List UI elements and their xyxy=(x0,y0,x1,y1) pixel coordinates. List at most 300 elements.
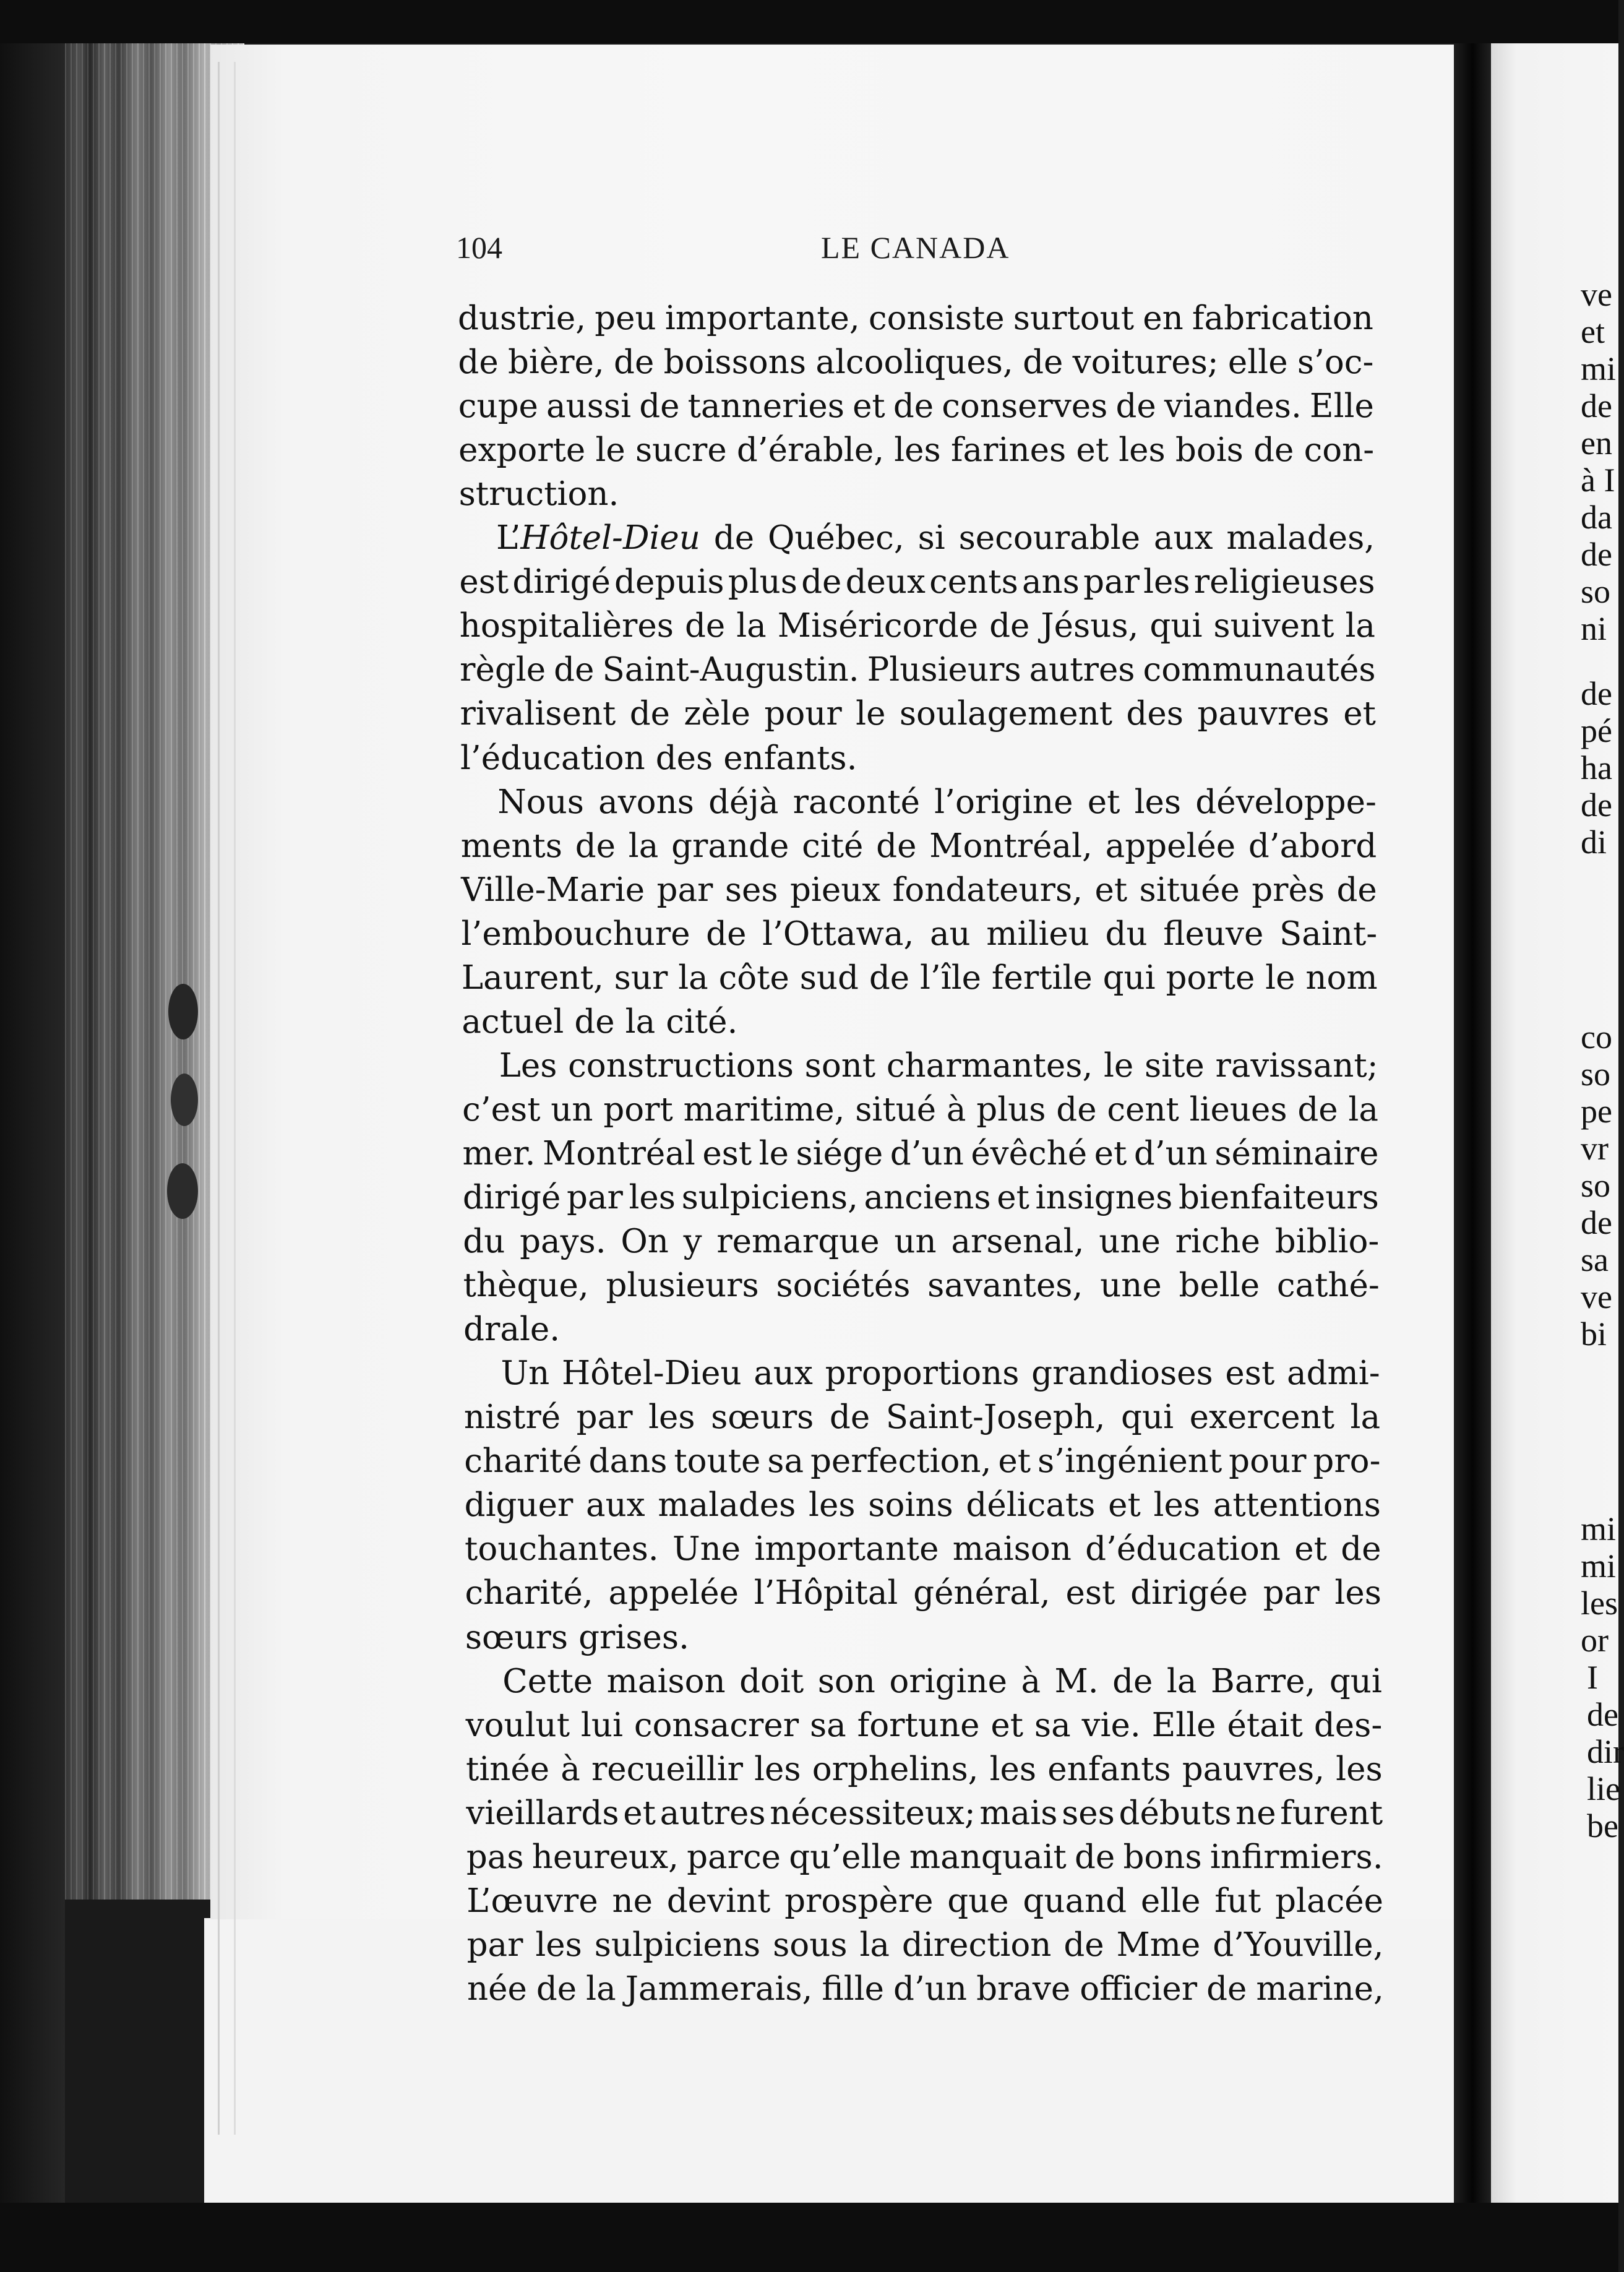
text-line xyxy=(463,1176,1379,1220)
running-title: LE CANADA xyxy=(821,230,1010,265)
facing-page-word-fragment: so xyxy=(1581,573,1611,610)
page-number: 104 xyxy=(456,230,502,265)
word: sous xyxy=(773,1926,848,1964)
word: de xyxy=(575,827,616,865)
word: Laurent, xyxy=(461,958,604,997)
word: s’oc- xyxy=(1297,343,1374,382)
word: fertile xyxy=(991,958,1093,997)
word: soins xyxy=(868,1486,953,1525)
text-line xyxy=(462,913,1378,956)
word: belle xyxy=(1179,1267,1260,1305)
word: sa xyxy=(809,1706,846,1744)
word: site xyxy=(1144,1046,1205,1085)
word: les xyxy=(1153,1486,1201,1525)
text-line xyxy=(466,1836,1383,1879)
word: dustrie, xyxy=(458,299,586,337)
word: Barre, xyxy=(1210,1662,1316,1700)
text-line xyxy=(465,1484,1381,1527)
text-line xyxy=(465,1528,1381,1571)
word: est xyxy=(702,1134,752,1173)
word: de xyxy=(893,387,934,426)
word: sud xyxy=(799,958,859,997)
text-line xyxy=(460,605,1375,648)
word: sa xyxy=(767,1442,804,1481)
word: thèque, xyxy=(463,1267,589,1305)
text-line xyxy=(467,1968,1384,2011)
ink-blemish xyxy=(167,1163,198,1219)
word: la xyxy=(1345,607,1375,645)
word: Un xyxy=(501,1354,550,1393)
word: de xyxy=(1253,431,1294,470)
word: sur xyxy=(614,958,668,997)
word: une xyxy=(1100,1267,1162,1305)
word: grises. xyxy=(578,1618,689,1656)
word: sociétés xyxy=(776,1267,911,1305)
word: plus xyxy=(976,1090,1046,1129)
word: sœurs xyxy=(711,1398,814,1437)
word: enfants. xyxy=(723,739,857,777)
word: milieu xyxy=(986,914,1089,953)
word: de xyxy=(574,1002,615,1041)
word: porte xyxy=(1166,958,1255,997)
facing-page-word-fragment: mi xyxy=(1581,1510,1617,1547)
text-line xyxy=(501,1352,1380,1395)
word: aux xyxy=(1153,519,1213,557)
word: soulagement xyxy=(899,695,1112,733)
word: ravissant; xyxy=(1215,1046,1378,1085)
facing-page-word-fragment: dir xyxy=(1587,1733,1624,1770)
word: et xyxy=(853,387,885,426)
word: qui xyxy=(1329,1662,1382,1700)
word: de xyxy=(1063,1926,1104,1964)
word: y xyxy=(683,1223,702,1261)
word: l’embouchure xyxy=(461,914,690,953)
facing-page-word-fragment: ha xyxy=(1581,749,1612,786)
word: règle xyxy=(460,651,546,689)
word: Montréal xyxy=(542,1134,695,1173)
word: ments xyxy=(460,827,562,865)
word: savantes, xyxy=(927,1267,1083,1305)
word: pauvres xyxy=(1197,695,1330,733)
word: la xyxy=(859,1926,890,1964)
word: L’ xyxy=(496,519,521,557)
word: boissons xyxy=(663,343,807,382)
text-line xyxy=(459,473,619,516)
word: port xyxy=(603,1090,673,1129)
word: les xyxy=(1336,1750,1383,1788)
text-line xyxy=(463,1220,1379,1263)
word: nistré xyxy=(463,1398,561,1437)
text-line xyxy=(463,1132,1379,1176)
word: cathé- xyxy=(1276,1267,1380,1305)
word: fabrication xyxy=(1192,299,1373,337)
word: les xyxy=(809,1486,856,1525)
word: d’un xyxy=(1133,1134,1208,1173)
word: des xyxy=(1126,695,1184,733)
word: d’un xyxy=(893,1969,968,2008)
word: de xyxy=(1341,1530,1381,1568)
word: de xyxy=(829,1398,870,1437)
word: Miséricorde xyxy=(777,607,979,645)
word: proportions xyxy=(825,1354,1020,1393)
word: vieillards xyxy=(466,1794,619,1832)
word: les xyxy=(1119,431,1166,470)
word: les xyxy=(629,1179,676,1216)
word: le xyxy=(758,1134,789,1173)
word: le xyxy=(595,431,625,470)
word: de xyxy=(554,651,595,689)
text-line xyxy=(497,781,1377,824)
word: est xyxy=(459,563,509,601)
word: charmantes, xyxy=(886,1046,1093,1085)
word: communautés xyxy=(1143,651,1376,689)
word: brave xyxy=(976,1969,1071,2008)
word: de xyxy=(1112,1662,1153,1700)
word: si xyxy=(917,519,945,557)
facing-page-word-fragment: or xyxy=(1581,1622,1609,1659)
word: d’Youville, xyxy=(1213,1926,1384,1964)
word: avons xyxy=(598,783,694,821)
word: aux xyxy=(586,1486,645,1525)
word: d’éducation xyxy=(1085,1530,1281,1568)
page-frame-line-left xyxy=(218,62,220,2135)
facing-page-word-fragment: pe xyxy=(1581,1093,1612,1130)
word: M. xyxy=(1054,1662,1099,1700)
word: constructions xyxy=(568,1046,794,1085)
word: orphelins, xyxy=(812,1750,979,1788)
facing-page-word-fragment: I xyxy=(1587,1659,1598,1696)
word: cents xyxy=(929,563,1018,601)
facing-page-word-fragment: de xyxy=(1581,675,1612,712)
text-line xyxy=(458,429,1374,472)
word: religieuses xyxy=(1193,563,1375,601)
word: mer. xyxy=(462,1134,536,1173)
facing-page-word-fragment: et xyxy=(1581,313,1605,350)
text-line xyxy=(465,1616,689,1659)
word: Ville-Marie xyxy=(461,871,645,909)
word: des- xyxy=(1313,1706,1383,1744)
text-line xyxy=(464,1396,1380,1439)
word: maison xyxy=(606,1662,726,1700)
word: toute xyxy=(674,1442,761,1481)
word: Les xyxy=(499,1046,557,1085)
facing-page-word-fragment: da xyxy=(1581,499,1612,536)
word: importante, xyxy=(664,299,860,337)
word: pas xyxy=(466,1838,524,1876)
word: origine xyxy=(889,1662,1007,1700)
facing-page-word-fragment: ve xyxy=(1581,276,1612,313)
word: sucre xyxy=(635,431,727,470)
word: sa xyxy=(1034,1706,1071,1744)
word: recueillir xyxy=(591,1750,743,1788)
facing-page-word-fragment: ve xyxy=(1581,1278,1612,1315)
text-line xyxy=(460,692,1376,736)
word: fille xyxy=(822,1969,885,2008)
word: pauvres, xyxy=(1182,1750,1325,1788)
word: con- xyxy=(1304,431,1375,470)
word: Mme xyxy=(1116,1926,1201,1964)
word: pro- xyxy=(1313,1442,1381,1481)
word: rivalisent xyxy=(460,695,616,733)
word: charité xyxy=(464,1442,582,1481)
facing-page-word-fragment: mi xyxy=(1581,350,1617,387)
word: les xyxy=(1143,563,1190,601)
word: nom xyxy=(1305,958,1378,997)
word: de xyxy=(801,563,842,601)
word: et xyxy=(1108,1486,1141,1525)
word: de xyxy=(876,827,917,865)
word: raconté xyxy=(793,783,920,821)
word: malades, xyxy=(1226,519,1375,557)
word: sont xyxy=(804,1046,876,1085)
word: malades xyxy=(658,1486,796,1525)
ink-blemish xyxy=(171,1074,198,1126)
word: à xyxy=(561,1750,580,1788)
word: par xyxy=(1263,1574,1320,1612)
word: Québec, xyxy=(767,519,904,557)
word: le xyxy=(1265,958,1295,997)
word: conserves xyxy=(942,387,1108,426)
word: Elle xyxy=(1151,1706,1216,1744)
ink-blemish xyxy=(168,984,198,1039)
word: bons xyxy=(1123,1838,1202,1876)
word: cité xyxy=(802,827,864,865)
word: d’abord xyxy=(1248,827,1377,865)
word: bière, xyxy=(507,343,604,382)
word: secourable xyxy=(958,519,1141,557)
word: quand xyxy=(1023,1882,1127,1920)
word: drale. xyxy=(463,1310,561,1349)
word: placée xyxy=(1275,1882,1383,1920)
word: appelée xyxy=(1105,827,1236,865)
text-line xyxy=(460,737,857,780)
word: Hôtel-Dieu xyxy=(520,519,700,557)
facing-page-word-fragment: de xyxy=(1581,786,1612,824)
word: officier xyxy=(1080,1969,1198,2008)
word: de xyxy=(458,343,499,382)
word: Montréal, xyxy=(929,827,1093,865)
word: de xyxy=(869,958,910,997)
word: direction xyxy=(901,1926,1052,1964)
word: nécessiteux; xyxy=(770,1794,976,1832)
word: autres xyxy=(1029,651,1135,689)
word: sulpiciens xyxy=(594,1926,761,1964)
word: fut xyxy=(1214,1882,1261,1920)
word: de xyxy=(1023,343,1063,382)
facing-page-word-fragment: en xyxy=(1581,424,1612,462)
word: Saint- xyxy=(1279,914,1378,953)
word: Saint-Joseph, xyxy=(885,1398,1106,1437)
word: parce xyxy=(687,1838,781,1876)
word: qui xyxy=(1121,1398,1174,1437)
word: consacrer xyxy=(634,1706,799,1744)
word: les xyxy=(1334,1574,1381,1612)
word: et xyxy=(1294,1530,1327,1568)
word: du xyxy=(1105,914,1148,953)
word: plusieurs xyxy=(606,1267,759,1305)
word: de xyxy=(706,914,747,953)
word: l’éducation xyxy=(460,739,645,777)
word: née xyxy=(467,1969,527,2008)
word: biblio- xyxy=(1274,1223,1380,1261)
word: Jésus, xyxy=(1041,607,1139,645)
word: de xyxy=(1056,1090,1097,1129)
word: importante xyxy=(754,1530,939,1568)
word: grande xyxy=(671,827,789,865)
word: vie. xyxy=(1081,1706,1141,1744)
word: c’est xyxy=(462,1090,541,1129)
word: zèle xyxy=(684,695,750,733)
word: pieux xyxy=(789,871,881,909)
word: viandes. xyxy=(1164,387,1302,426)
word: un xyxy=(894,1223,937,1261)
word: de xyxy=(614,343,655,382)
word: Hôtel-Dieu xyxy=(561,1354,742,1393)
word: l’Hôpital xyxy=(754,1574,898,1612)
word: attentions xyxy=(1213,1486,1381,1525)
word: au xyxy=(929,914,971,953)
word: voulut xyxy=(465,1706,570,1744)
text-line xyxy=(462,1000,737,1044)
word: d’érable, xyxy=(736,431,885,470)
word: la xyxy=(628,827,659,865)
word: pour xyxy=(1229,1442,1307,1481)
text-line xyxy=(461,825,1377,868)
word: ses xyxy=(1062,1794,1115,1832)
scan-bottom-border xyxy=(0,2203,1618,2272)
word: Cette xyxy=(502,1662,593,1700)
word: de xyxy=(536,1969,577,2008)
text-line xyxy=(459,561,1375,604)
word: les xyxy=(989,1750,1037,1788)
word: voitures; xyxy=(1072,343,1219,382)
word: située xyxy=(1139,871,1240,909)
word: arsenal, xyxy=(951,1223,1085,1261)
word: séminaire xyxy=(1214,1134,1379,1173)
word: par xyxy=(576,1398,633,1437)
word: fleuve xyxy=(1163,914,1264,953)
text-line xyxy=(465,1572,1381,1615)
word: touchantes. xyxy=(465,1530,659,1568)
word: exporte xyxy=(458,431,586,470)
word: dirigé xyxy=(512,563,611,601)
text-line xyxy=(499,1044,1378,1088)
word: évêché xyxy=(971,1134,1088,1173)
text-line xyxy=(496,517,1375,560)
word: elle xyxy=(1227,343,1288,382)
text-line xyxy=(466,1792,1383,1835)
word: peu xyxy=(595,299,656,337)
text-line xyxy=(502,1660,1382,1703)
facing-page-word-fragment: vr xyxy=(1581,1130,1609,1167)
word: cent xyxy=(1107,1090,1179,1129)
word: son xyxy=(817,1662,875,1700)
word: de xyxy=(1075,1838,1115,1876)
word: le xyxy=(1103,1046,1134,1085)
word: On xyxy=(621,1223,669,1261)
word: mais xyxy=(979,1794,1058,1832)
text-line xyxy=(462,957,1378,1000)
word: par xyxy=(1083,563,1140,601)
word: consiste xyxy=(868,299,1005,337)
word: développe- xyxy=(1195,783,1377,821)
text-line xyxy=(461,869,1377,912)
word: des xyxy=(655,739,713,777)
word: lui xyxy=(580,1706,623,1744)
word: aussi xyxy=(546,387,632,426)
word: actuel xyxy=(462,1002,564,1041)
word: les xyxy=(648,1398,695,1437)
word: par xyxy=(656,871,713,909)
word: de xyxy=(1297,1090,1338,1129)
word: maritime, xyxy=(683,1090,845,1129)
word: dirigée xyxy=(1130,1574,1248,1612)
scan-left-shadow xyxy=(0,43,65,2203)
word: déjà xyxy=(708,783,779,821)
text-line xyxy=(458,385,1374,428)
facing-page-word-fragment: ni xyxy=(1581,610,1607,647)
facing-page-word-fragment: à I xyxy=(1581,462,1615,499)
word: plus xyxy=(728,563,797,601)
word: Jammerais, xyxy=(625,1969,813,2008)
facing-page-word-fragment: sa xyxy=(1581,1241,1609,1278)
word: Plusieurs xyxy=(867,651,1021,689)
word: L’œuvre xyxy=(466,1882,598,1920)
word: enfants xyxy=(1047,1750,1171,1788)
facing-page-word-fragment: les xyxy=(1581,1585,1618,1622)
word: infirmiers. xyxy=(1209,1838,1383,1876)
facing-page-word-fragment: co xyxy=(1581,1018,1612,1056)
word: ans xyxy=(1021,563,1080,601)
word: est xyxy=(1065,1574,1115,1612)
word: pays. xyxy=(520,1223,606,1261)
word: à xyxy=(1021,1662,1041,1700)
text-line xyxy=(458,297,1373,340)
word: débuts xyxy=(1119,1794,1232,1832)
word: marine, xyxy=(1256,1969,1384,2008)
word: charité, xyxy=(465,1574,593,1612)
word: et xyxy=(623,1794,656,1832)
word: l’île xyxy=(919,958,982,997)
facing-page-word-fragment: be xyxy=(1587,1807,1618,1844)
word: dirigé xyxy=(462,1179,561,1216)
word: Nous xyxy=(497,783,584,821)
word: prospère xyxy=(784,1882,934,1920)
word: Une xyxy=(672,1530,741,1568)
word: situé xyxy=(855,1090,937,1129)
word: et xyxy=(997,1179,1029,1216)
word: struction. xyxy=(458,475,619,514)
page-frame-line-inner xyxy=(234,62,236,2135)
word: heureux, xyxy=(531,1838,679,1876)
word: le xyxy=(856,695,886,733)
word: à xyxy=(946,1090,966,1129)
word: exercent xyxy=(1189,1398,1335,1437)
word: anciens xyxy=(864,1179,991,1216)
word: les xyxy=(535,1926,582,1964)
facing-page-word-fragment: de xyxy=(1581,387,1612,424)
word: qu’elle xyxy=(789,1838,901,1876)
text-line xyxy=(462,1088,1378,1132)
word: était xyxy=(1227,1706,1303,1744)
word: et xyxy=(1343,695,1376,733)
word: fortune xyxy=(857,1706,980,1744)
facing-page-word-fragment: so xyxy=(1581,1167,1611,1204)
word: fondateurs, xyxy=(892,871,1083,909)
word: admi- xyxy=(1287,1354,1380,1393)
facing-page-word-fragment: lie xyxy=(1587,1770,1620,1807)
word: bois xyxy=(1175,431,1244,470)
